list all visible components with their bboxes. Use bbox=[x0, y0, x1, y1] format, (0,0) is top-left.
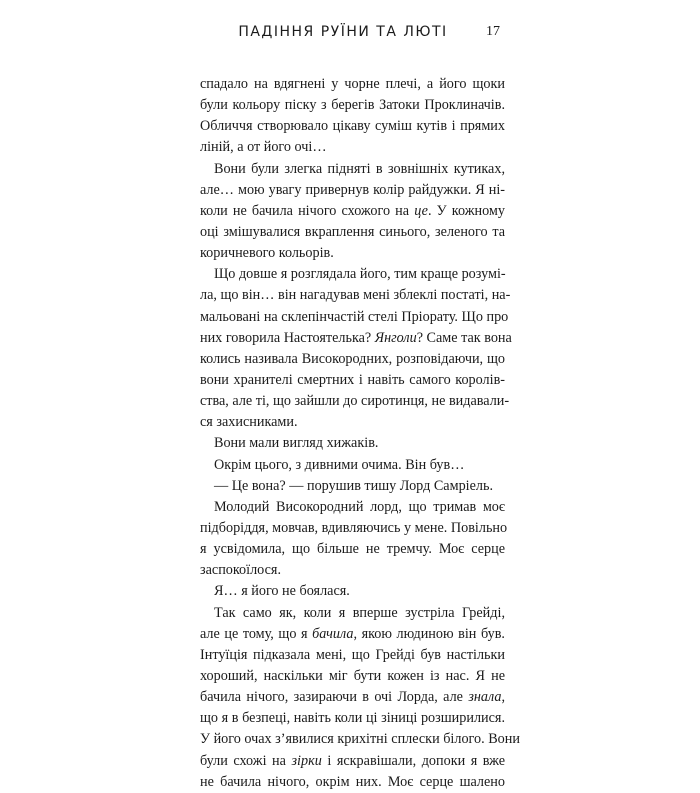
emphasis-text: знала bbox=[468, 689, 502, 706]
text-segment: були кольору піску з берегів Затоки Проклиначів. bbox=[200, 97, 505, 114]
text-line bbox=[200, 285, 511, 306]
text-line bbox=[200, 370, 505, 391]
text-segment: вони хранителі смертних і навіть самого королів- bbox=[200, 371, 505, 388]
emphasis-text: бачила bbox=[312, 625, 354, 642]
text-line bbox=[200, 328, 512, 349]
text-segment: Що довше я розглядала його, тим краще розумі- bbox=[214, 266, 506, 283]
emphasis-text: зірки bbox=[291, 752, 322, 769]
text-segment: коричневого кольорів. bbox=[200, 245, 334, 262]
text-segment: Молодий Високородний лорд, що тримав моє bbox=[214, 498, 505, 515]
text-line bbox=[200, 772, 505, 793]
text-segment: ства, але ті, що зайшли до сиротинця, не видавали- bbox=[200, 393, 510, 410]
body-text bbox=[200, 74, 520, 793]
text-line bbox=[200, 539, 505, 560]
text-segment: Вони мали вигляд хижаків. bbox=[214, 435, 379, 452]
text-segment: — Це вона? — порушив тишу Лорд Самріель. bbox=[214, 477, 493, 494]
text-line bbox=[200, 455, 505, 476]
text-segment: , якою людиною він був. bbox=[353, 625, 505, 642]
text-line bbox=[200, 497, 505, 518]
text-segment: У його очах з’явилися крихітні сплески білого. Вони bbox=[200, 731, 520, 748]
page-number: 17 bbox=[486, 24, 500, 39]
text-line bbox=[200, 243, 505, 264]
text-segment: Інтуїція підказала мені, що Грейді був настільки bbox=[200, 646, 505, 663]
text-segment: були схожі на bbox=[200, 752, 292, 769]
text-segment: підборіддя, мовчав, вдивляючись у мене. Повільно bbox=[200, 519, 508, 536]
text-line bbox=[200, 222, 505, 243]
text-line bbox=[200, 476, 505, 497]
text-line bbox=[200, 180, 505, 201]
text-line bbox=[200, 603, 505, 624]
text-segment: . У кожному bbox=[427, 202, 505, 219]
text-line bbox=[200, 95, 505, 116]
text-line bbox=[200, 391, 510, 412]
text-line bbox=[200, 412, 505, 433]
text-line bbox=[200, 201, 505, 222]
text-segment: що я в безпеці, навіть коли ці зіниці розширилися. bbox=[200, 710, 505, 727]
text-segment: бачила нічого, зазираючи в очі Лорда, але bbox=[200, 689, 469, 706]
text-line bbox=[200, 729, 520, 750]
text-segment: заспокоїлося. bbox=[200, 562, 281, 579]
text-segment: ? Саме так вона bbox=[416, 329, 512, 346]
text-segment: колись називала Високородних, розповідаючи, що bbox=[200, 350, 505, 367]
text-segment: Обличчя створювало цікаву суміш кутів і прямих bbox=[200, 118, 505, 135]
text-segment: Окрім цього, з дивними очима. Він був… bbox=[214, 456, 465, 473]
text-segment: хороший, наскільки міг бути кожен із нас. Я не bbox=[200, 667, 505, 684]
text-line bbox=[200, 159, 505, 180]
text-segment: ліній, а от його очі… bbox=[200, 139, 327, 156]
text-line bbox=[200, 307, 509, 328]
text-segment: мальовані на склепінчастій стелі Пріорату. Що про bbox=[200, 308, 509, 325]
text-line bbox=[200, 645, 505, 666]
text-segment: але це тому, що я bbox=[200, 625, 313, 642]
text-line bbox=[200, 751, 505, 772]
text-line bbox=[200, 116, 505, 137]
text-segment: оці змішувалися вкраплення синього, зеленого та bbox=[200, 223, 505, 240]
text-line bbox=[200, 687, 505, 708]
text-segment: спадало на вдягнені у чорне плечі, а його щоки bbox=[200, 76, 505, 92]
text-line bbox=[200, 708, 505, 729]
text-segment: ла, що він… він нагадував мені зблеклі постаті, на- bbox=[200, 287, 511, 304]
text-segment: я усвідомила, що більше не тремчу. Моє серце bbox=[200, 541, 505, 558]
text-line bbox=[200, 624, 505, 645]
text-line bbox=[200, 433, 505, 454]
emphasis-text: Янголи bbox=[374, 329, 417, 346]
text-line bbox=[200, 518, 508, 539]
text-segment: них говорила Настоятелька? bbox=[200, 329, 375, 346]
text-segment: коли не бачила нічого схожого на bbox=[200, 202, 415, 219]
running-head-title: ПАДІННЯ РУЇНИ ТА ЛЮТІ bbox=[238, 24, 448, 40]
text-line bbox=[200, 74, 505, 95]
text-line bbox=[200, 560, 505, 581]
text-line bbox=[200, 264, 505, 285]
text-line bbox=[200, 666, 505, 687]
text-line bbox=[200, 581, 505, 602]
text-segment: Вони були злегка підняті в зовнішніх кутиках, bbox=[214, 160, 505, 177]
text-segment: але… мою увагу привернув колір райдужки. Я ні- bbox=[200, 181, 505, 198]
text-line bbox=[200, 349, 505, 370]
emphasis-text: це bbox=[414, 202, 428, 219]
text-segment: , bbox=[501, 689, 505, 706]
text-segment: і яскравішали, допоки я вже bbox=[321, 752, 506, 769]
text-segment: Я… я його не боялася. bbox=[214, 583, 350, 600]
text-line bbox=[200, 137, 505, 158]
text-segment: ся захисниками. bbox=[200, 414, 298, 431]
text-segment: Так само як, коли я вперше зустріла Грейді, bbox=[214, 604, 505, 621]
text-segment: не бачила нічого, окрім них. Моє серце шалено bbox=[200, 773, 505, 790]
